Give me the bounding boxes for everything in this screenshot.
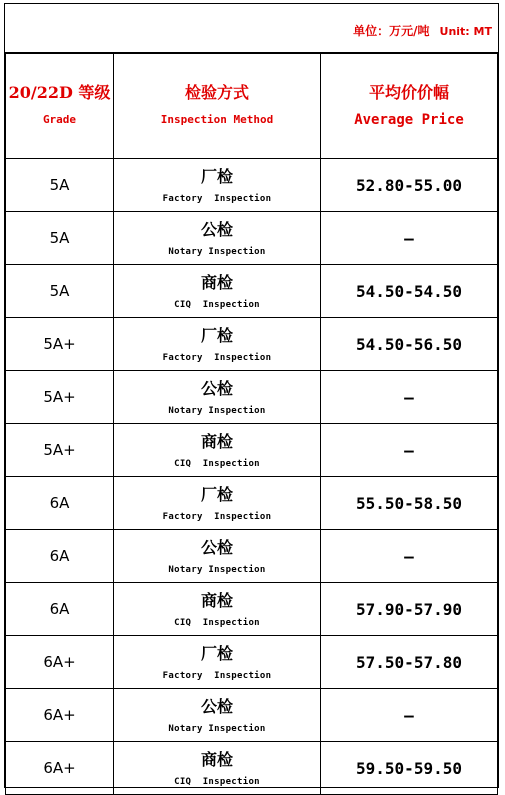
method-cell (114, 212, 321, 265)
price-cell: 54.50-56.50 (321, 318, 498, 371)
method-en: CIQ Inspection (174, 777, 260, 787)
method-cell (114, 530, 321, 583)
method-cell (114, 318, 321, 371)
method-cn: 厂检 (200, 644, 233, 663)
price-cell: – (321, 689, 498, 742)
table-row (6, 583, 498, 636)
method-en: Notary Inspection (168, 724, 266, 734)
method-cn: 商检 (200, 273, 233, 292)
header-price (321, 54, 498, 159)
method-cn: 公检 (200, 220, 233, 239)
table-row (6, 371, 498, 424)
grade-cell: 5A+ (6, 424, 114, 477)
price-cell: – (321, 212, 498, 265)
table-row (6, 265, 498, 318)
table-header-row (6, 54, 498, 159)
method-cell (114, 689, 321, 742)
unit-label-en: Unit: MT (439, 25, 492, 38)
grade-cell: 6A+ (6, 689, 114, 742)
method-cn: 商检 (200, 591, 233, 610)
method-cn: 公检 (200, 538, 233, 557)
method-cell (114, 265, 321, 318)
grade-cell: 6A (6, 530, 114, 583)
price-cell: – (321, 424, 498, 477)
method-en: CIQ Inspection (174, 618, 260, 628)
header-method-en: Inspection Method (160, 113, 274, 126)
table-row (6, 636, 498, 689)
header-grade (6, 54, 114, 159)
header-method (114, 54, 321, 159)
method-en: Notary Inspection (168, 565, 266, 575)
price-cell: 57.90-57.90 (321, 583, 498, 636)
table-row (6, 742, 498, 795)
grade-cell: 5A+ (6, 318, 114, 371)
header-method-cn: 检验方式 (184, 83, 249, 102)
method-en: Factory Inspection (162, 512, 272, 522)
method-cn: 厂检 (200, 326, 233, 345)
price-cell: 57.50-57.80 (321, 636, 498, 689)
method-cn: 商检 (200, 432, 233, 451)
method-cn: 公检 (200, 379, 233, 398)
grade-cell: 6A+ (6, 636, 114, 689)
header-price-cn: 平均价价幅 (368, 83, 449, 102)
price-cell: 59.50-59.50 (321, 742, 498, 795)
method-cell (114, 159, 321, 212)
method-cn: 厂检 (200, 485, 233, 504)
method-cell (114, 583, 321, 636)
table-row (6, 159, 498, 212)
table-row (6, 530, 498, 583)
table-row (6, 212, 498, 265)
price-table (5, 53, 498, 795)
method-en: CIQ Inspection (174, 300, 260, 310)
method-cell (114, 477, 321, 530)
grade-cell: 5A+ (6, 371, 114, 424)
method-cell (114, 424, 321, 477)
header-grade-cn: 20/22D 等级 (8, 83, 111, 102)
header-price-en: Average Price (354, 112, 464, 128)
price-table-container (4, 3, 499, 788)
method-en: Notary Inspection (168, 406, 266, 416)
header-grade-en: Grade (42, 113, 77, 126)
unit-label (353, 22, 492, 39)
method-cell (114, 371, 321, 424)
method-cell (114, 742, 321, 795)
method-cell (114, 636, 321, 689)
price-cell: 55.50-58.50 (321, 477, 498, 530)
unit-row (5, 4, 498, 53)
method-cn: 公检 (200, 697, 233, 716)
price-cell: – (321, 530, 498, 583)
method-cn: 厂检 (200, 167, 233, 186)
method-en: CIQ Inspection (174, 459, 260, 469)
method-en: Factory Inspection (162, 194, 272, 204)
method-en: Factory Inspection (162, 671, 272, 681)
unit-label-cn: 单位：万元/吨 (353, 24, 430, 38)
price-cell: 54.50-54.50 (321, 265, 498, 318)
grade-cell: 6A+ (6, 742, 114, 795)
table-row (6, 318, 498, 371)
method-cn: 商检 (200, 750, 233, 769)
grade-cell: 5A (6, 265, 114, 318)
table-row (6, 689, 498, 742)
price-cell: 52.80-55.00 (321, 159, 498, 212)
method-en: Factory Inspection (162, 353, 272, 363)
grade-cell: 6A (6, 583, 114, 636)
grade-cell: 5A (6, 159, 114, 212)
table-row (6, 424, 498, 477)
table-row (6, 477, 498, 530)
grade-cell: 6A (6, 477, 114, 530)
price-cell: – (321, 371, 498, 424)
grade-cell: 5A (6, 212, 114, 265)
method-en: Notary Inspection (168, 247, 266, 257)
